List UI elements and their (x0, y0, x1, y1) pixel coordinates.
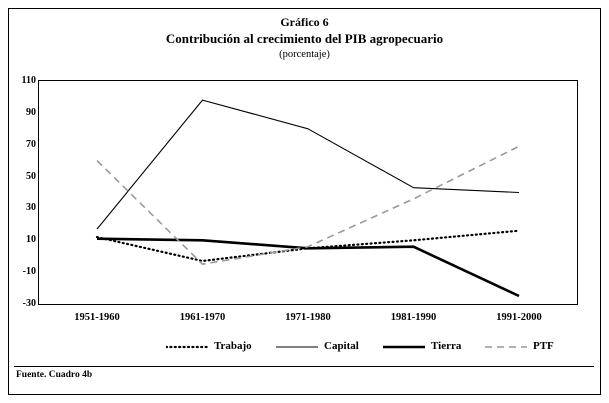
page-title: Contribución al crecimiento del PIB agropecuario (165, 31, 444, 46)
y-tick-label: 90 (26, 106, 36, 118)
legend-swatch (276, 340, 318, 352)
chart-legend (38, 338, 578, 358)
legend-swatch (485, 340, 527, 352)
legend-swatch (166, 340, 208, 352)
legend-swatch (383, 340, 425, 352)
x-tick-label: 1981-1990 (390, 312, 437, 323)
y-tick-label: 110 (21, 75, 36, 86)
chart-title-block (0, 14, 609, 62)
legend-item (383, 338, 461, 354)
chart-number: Gráfico 6 (280, 15, 329, 29)
x-tick-label: 1961-1970 (179, 312, 226, 323)
x-tick-label: 1951-1960 (74, 312, 120, 323)
y-tick-label: 70 (26, 138, 36, 150)
legend-label: Tierra (431, 340, 462, 352)
y-tick-label: -10 (22, 266, 36, 278)
y-tick-label: -30 (22, 298, 36, 309)
legend-item (276, 338, 359, 354)
x-tick-label: 1971-1980 (285, 312, 331, 323)
legend-label: Capital (324, 340, 359, 352)
y-tick-label: 50 (26, 170, 36, 182)
series-line (97, 146, 519, 264)
source-note: Fuente. Cuadro 4b (16, 370, 93, 380)
x-tick-label: 1991-2000 (496, 312, 542, 323)
legend-label: PTF (533, 340, 554, 352)
legend-item (485, 338, 554, 354)
plot-area (38, 80, 578, 305)
legend-item (166, 338, 252, 354)
source-divider (14, 366, 594, 367)
x-axis-labels (38, 312, 578, 328)
chart-subtitle: (porcentaje) (279, 49, 330, 60)
y-axis-labels (0, 75, 36, 309)
series-lines (39, 81, 577, 304)
y-tick-label: 10 (26, 234, 36, 246)
y-tick-label: 30 (26, 202, 36, 214)
legend-label: Trabajo (214, 340, 252, 352)
series-line (97, 100, 519, 229)
